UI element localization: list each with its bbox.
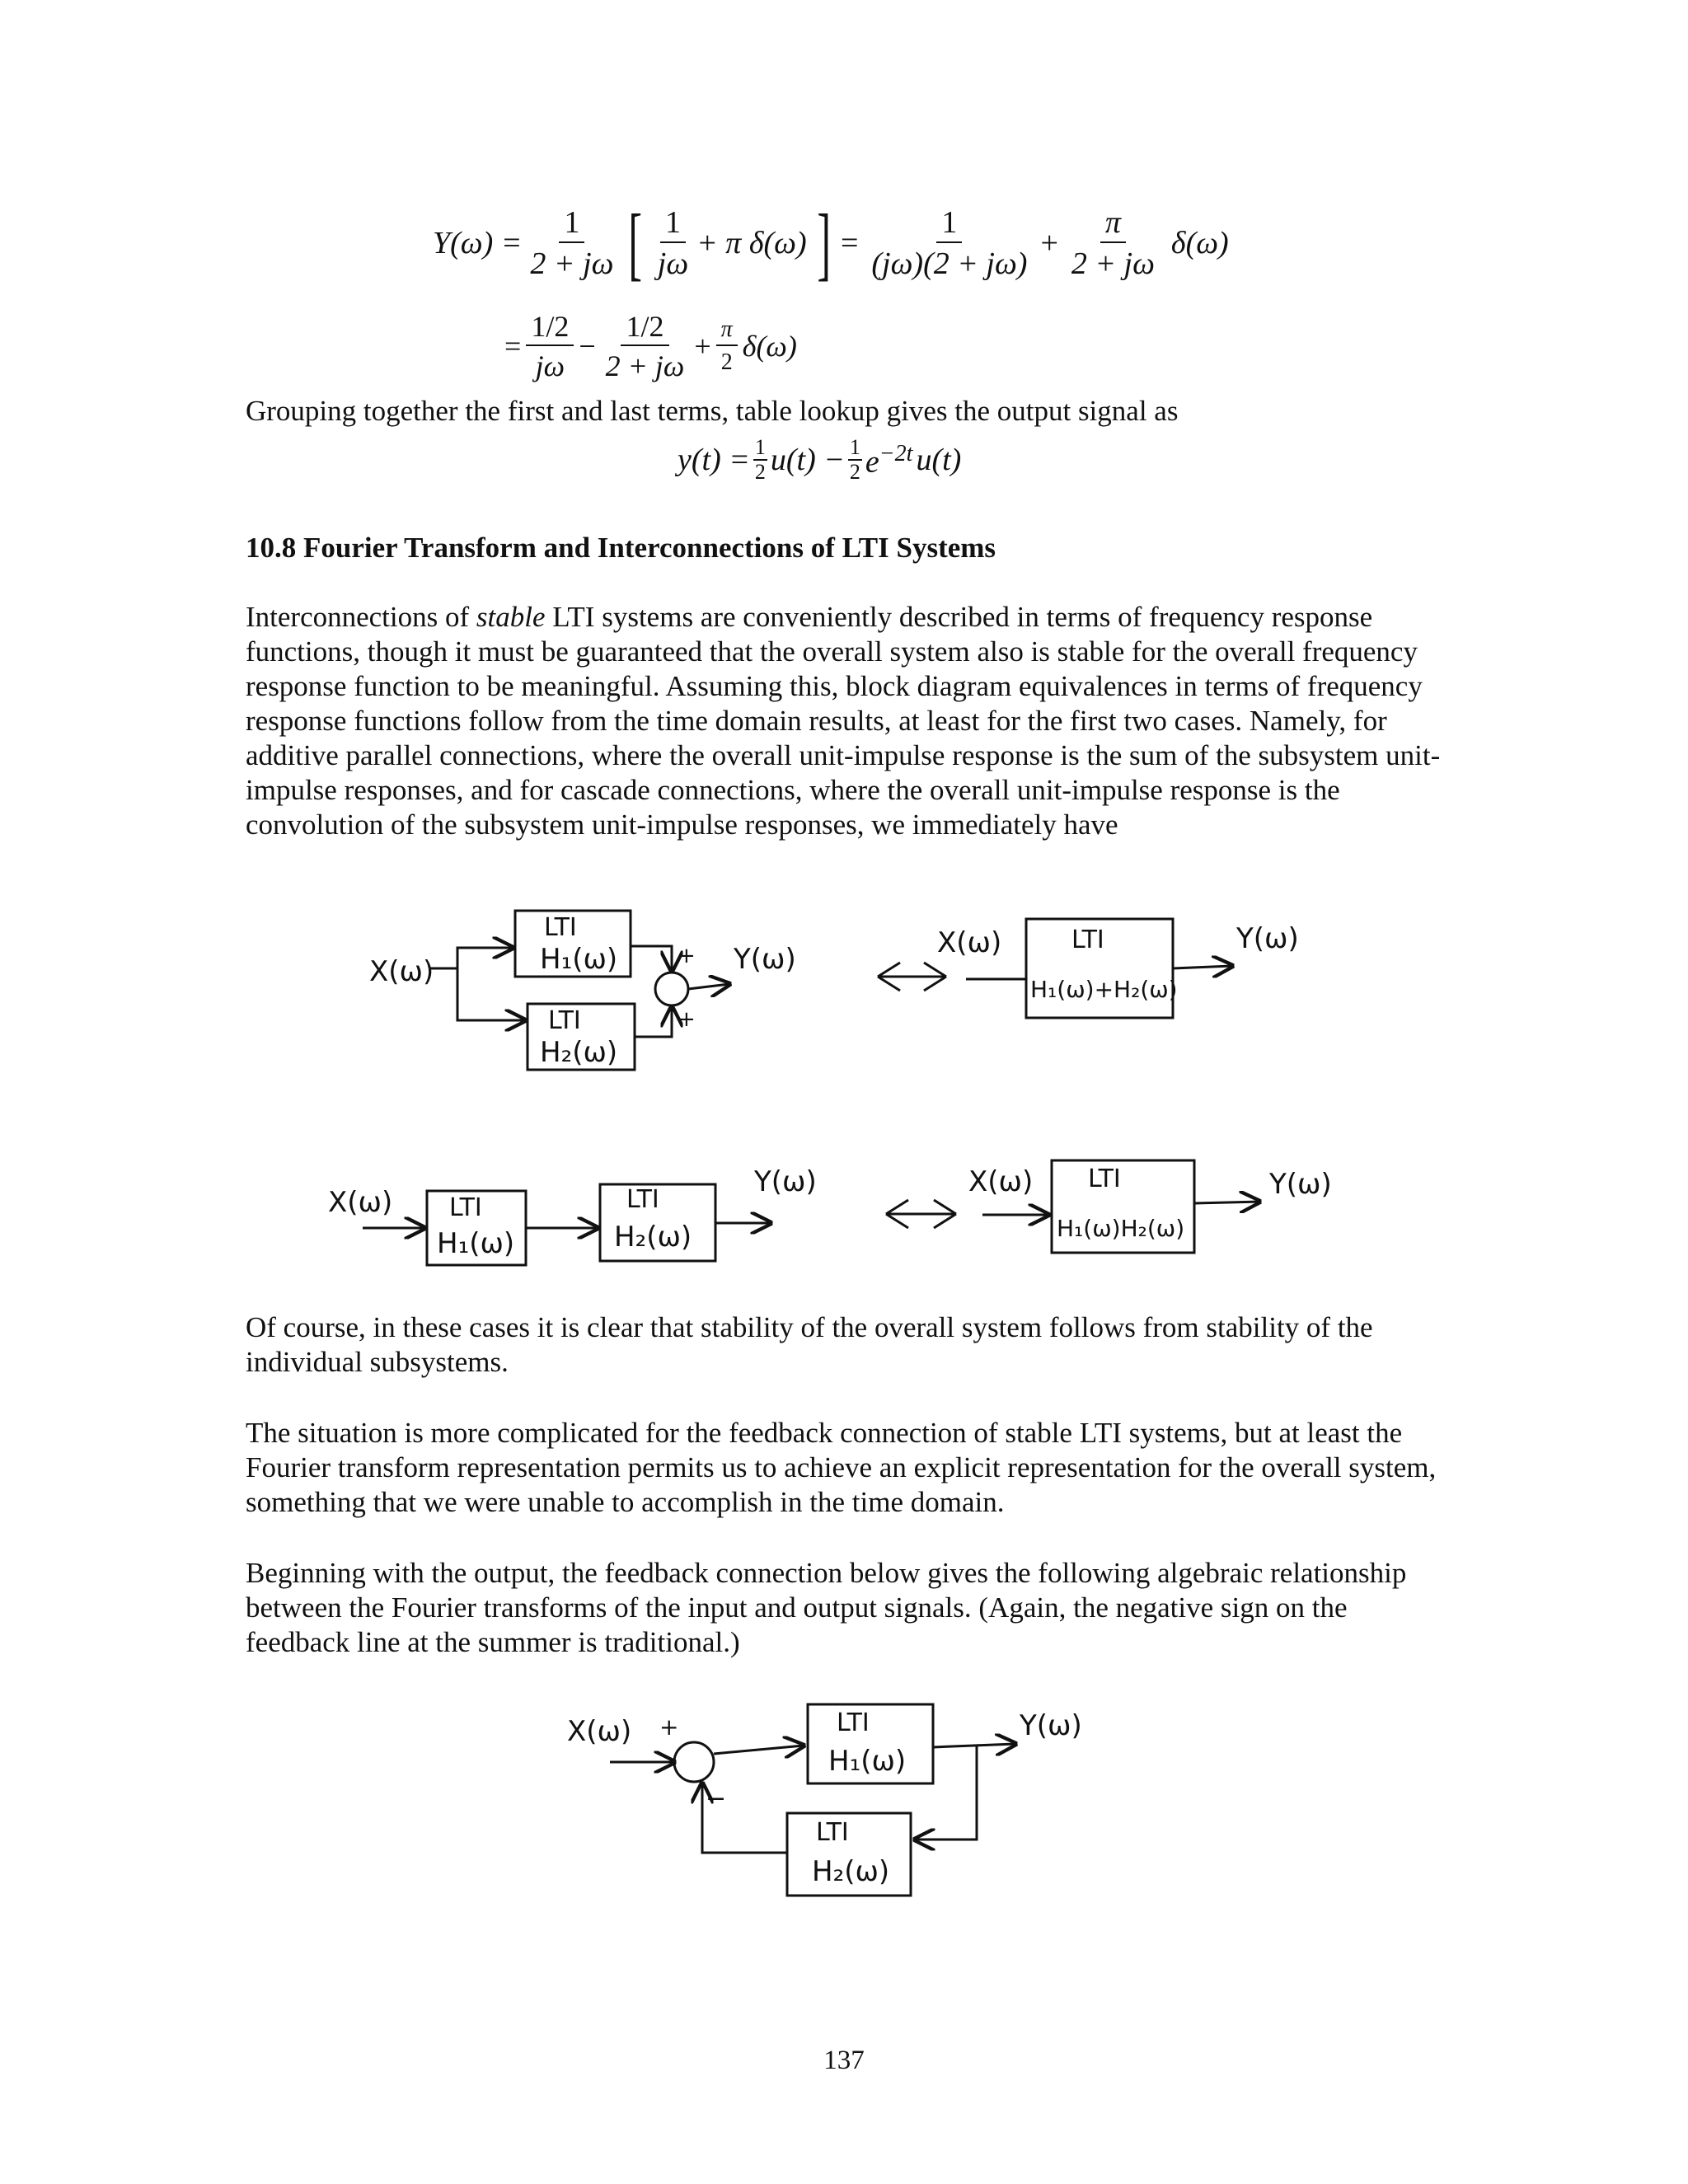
- left-bracket: [: [628, 197, 643, 288]
- feedback-minus: −: [706, 1784, 727, 1813]
- eq3-exp-base: $e^{-2t}$: [865, 440, 913, 480]
- eq2-equals: =: [504, 330, 522, 363]
- eq3-half-1: $\frac{1}{2}$: [754, 435, 766, 484]
- feedback-block1-title: LTI: [837, 1708, 870, 1737]
- cascade-block2-title: LTI: [626, 1185, 659, 1214]
- cascade-diagram: [363, 1184, 771, 1265]
- parallel-equiv-title: LTI: [1071, 926, 1104, 954]
- eq1-fraction-1: $\frac{1}{2 + j\omega}$: [530, 205, 614, 281]
- page-number: 137: [823, 2046, 865, 2075]
- cascade-block2-fn: H₂(ω): [614, 1221, 692, 1254]
- eq3-exponent: −2t: [879, 440, 913, 466]
- paragraph-2: Of course, in these cases it is clear that stability of the overall system follows from stability of the individual subsystems.: [246, 1311, 1373, 1378]
- feedback-input-label: X(ω): [567, 1715, 632, 1748]
- parallel-plus-1: +: [678, 944, 696, 968]
- grouping-text: Grouping together the first and last terms, table lookup gives the output signal as: [246, 395, 1179, 427]
- parallel-input-label: X(ω): [369, 955, 434, 988]
- parallel-equiv-input-label: X(ω): [937, 926, 1002, 959]
- cascade-input-label: X(ω): [328, 1186, 393, 1219]
- cascade-equiv-input-label: X(ω): [968, 1165, 1034, 1198]
- paragraph-3: The situation is more complicated for the feedback connection of stable LTI systems, but at least the Fourier transform representation permits us to achieve an explicit representation for the overall system, something that we were unable to accomplish in the time domain.: [246, 1417, 1437, 1518]
- eq1-lhs: Y(ω) =: [433, 226, 523, 260]
- parallel-block2-fn: H₂(ω): [540, 1036, 618, 1069]
- eq2-fraction-1: $\frac{1/2}{j\omega}$: [526, 312, 574, 381]
- cascade-equiv-output-label: Y(ω): [1269, 1168, 1332, 1201]
- eq1-fraction-3: $\frac{1}{(j\omega)(2 + j\omega)}$: [871, 205, 1028, 281]
- cascade-block1-fn: H₁(ω): [437, 1227, 515, 1260]
- parallel-equiv-output-label: Y(ω): [1236, 922, 1299, 955]
- parallel-block2-title: LTI: [548, 1006, 581, 1035]
- parallel-block1-title: LTI: [544, 913, 577, 942]
- feedback-block1-fn: H₁(ω): [828, 1745, 907, 1778]
- eq3-half-2: $\frac{1}{2}$: [849, 435, 860, 484]
- cascade-output-label: Y(ω): [754, 1165, 817, 1198]
- paragraph-4: Beginning with the output, the feedback connection below gives the following algebraic relationship between the Fourier transforms of the input and output signals. (Again, the negative sign on the feedback line at the summer is traditional.): [246, 1557, 1407, 1658]
- parallel-output-label: Y(ω): [734, 943, 796, 976]
- eq2-tail: δ(ω): [742, 330, 797, 363]
- eq2-fraction-2: $\frac{1/2}{2 + j\omega}$: [605, 310, 685, 382]
- eq1-plus: +: [1040, 226, 1058, 260]
- cascade-equiv-fn: H₁(ω)H₂(ω): [1057, 1215, 1185, 1242]
- feedback-block2-title: LTI: [816, 1818, 849, 1847]
- section-heading: 10.8 Fourier Transform and Interconnections of LTI Systems: [246, 532, 996, 564]
- eq2-fraction-3: $\frac{\pi}{2}$: [716, 318, 738, 374]
- cascade-equiv-title: LTI: [1088, 1165, 1121, 1193]
- parallel-summer: [655, 972, 688, 1005]
- eq3-mid: u(t) −: [770, 443, 845, 477]
- eq1-equals: =: [840, 226, 859, 260]
- feedback-output-label: Y(ω): [1020, 1709, 1082, 1742]
- eq1-fraction-4: $\frac{\pi}{2 + j\omega}$: [1071, 205, 1155, 281]
- eq2-minus: −: [579, 330, 596, 363]
- eq3-lhs: y(t) =: [678, 443, 750, 477]
- parallel-plus-2: +: [678, 1007, 696, 1032]
- feedback-plus: +: [659, 1713, 679, 1741]
- equivalence-arrows: [878, 963, 956, 1228]
- eq1-tail: δ(ω): [1170, 226, 1229, 260]
- eq1-fraction-2: $\frac{1}{j\omega}$: [657, 205, 689, 281]
- feedback-summer: [674, 1742, 714, 1782]
- eq2-plus: +: [694, 330, 711, 363]
- parallel-block1-fn: H₁(ω): [540, 943, 618, 976]
- parallel-equiv-fn: H₁(ω)+H₂(ω): [1030, 976, 1178, 1003]
- feedback-block2-fn: H₂(ω): [812, 1855, 890, 1888]
- right-bracket: ]: [816, 197, 831, 288]
- eq1-bracket-tail: + π δ(ω): [696, 226, 807, 260]
- cascade-block1-title: LTI: [449, 1193, 482, 1222]
- paragraph-1: Interconnections of stable LTI systems are conveniently described in terms of frequency response functions, though it must be guaranteed that the overall system also is stable for the overall frequency response function to be meaningful. Assuming this, block diagram equivalences in terms of frequency response functions follow from the time domain results, at least for the first two cases. Namely, for additive parallel connections, where the overall unit-impulse response is the sum of the subsystem unit-impulse responses, and for cascade connections, where the overall unit-impulse response is the convolution of the subsystem unit-impulse responses, we immediately have: [246, 601, 1441, 841]
- emphasis-stable: stable: [476, 601, 546, 633]
- eq3-tail: u(t): [916, 443, 962, 477]
